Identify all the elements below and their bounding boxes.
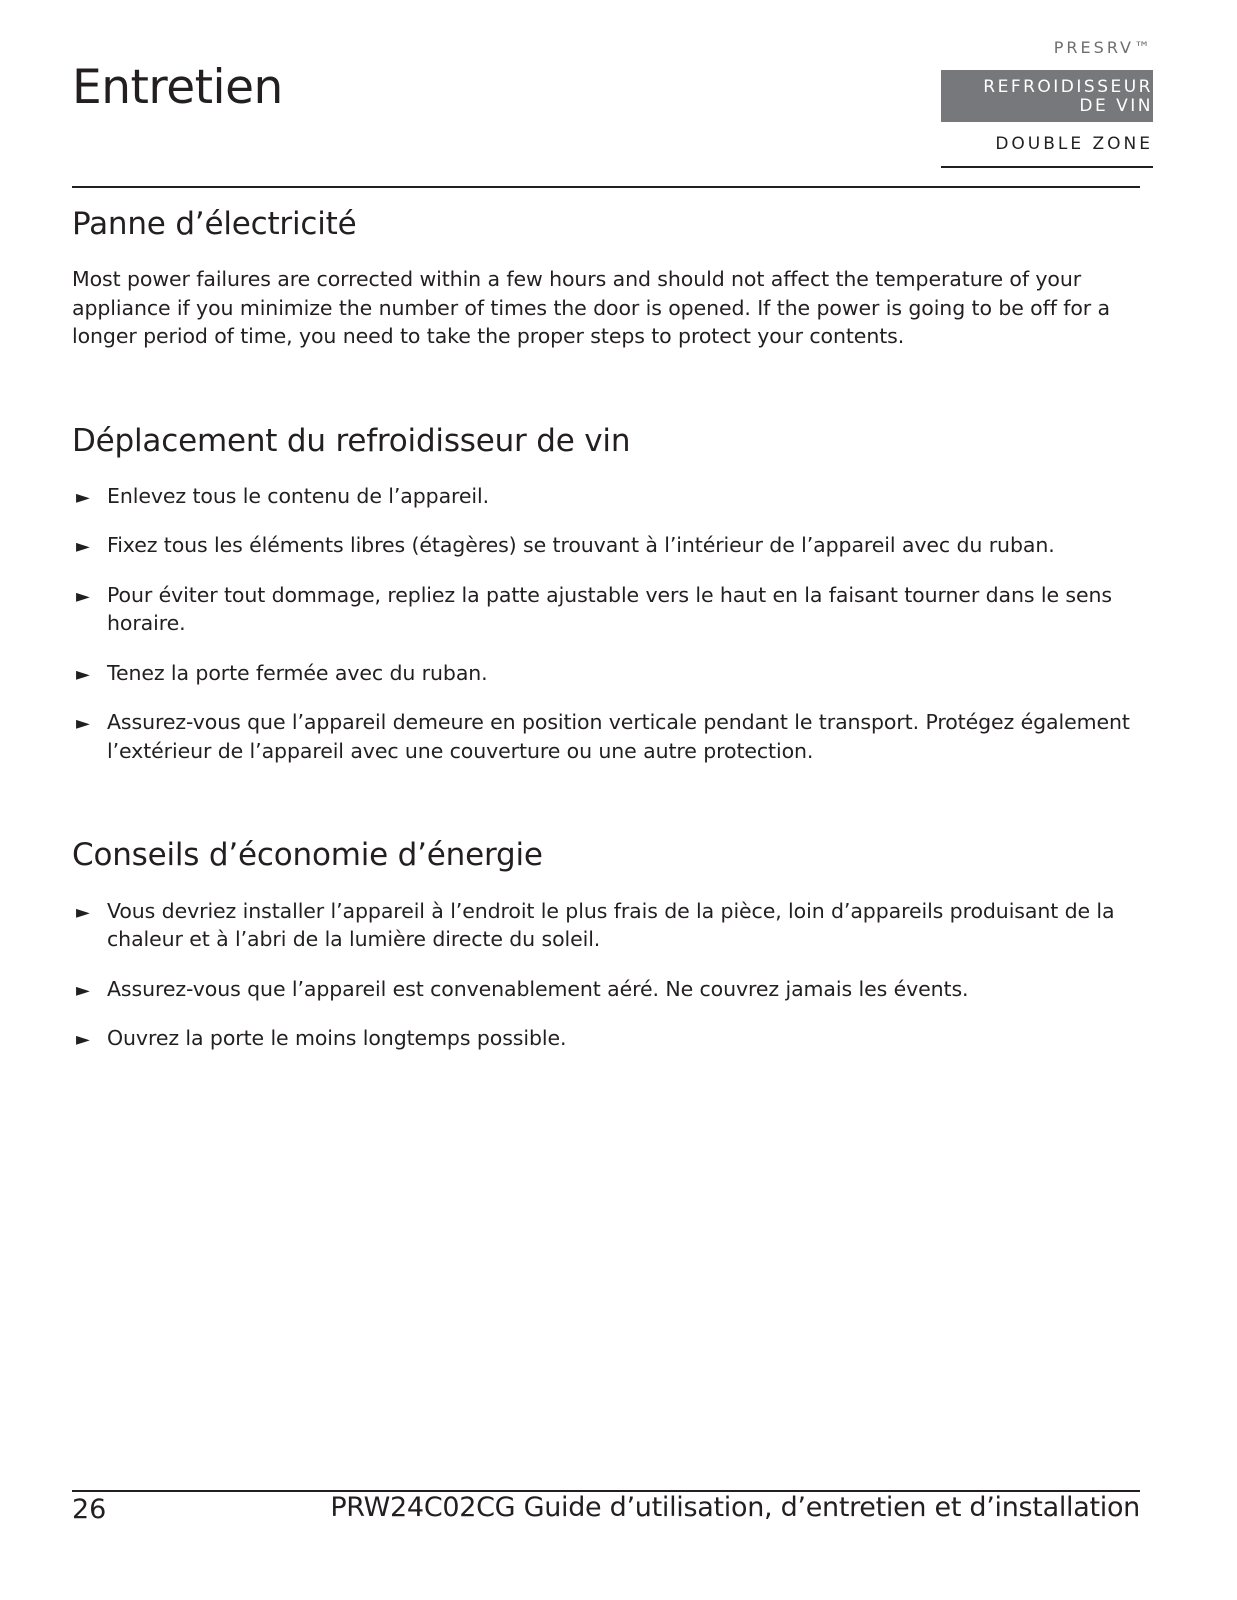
product-identifier bbox=[941, 36, 1153, 168]
list-item-text: Ouvrez la porte le moins longtemps possible. bbox=[107, 1026, 567, 1051]
badge-line-2: DE VIN bbox=[1079, 96, 1153, 116]
triangle-bullet-icon: ► bbox=[76, 536, 90, 558]
triangle-bullet-icon: ► bbox=[76, 1029, 90, 1051]
brand-name: PRESRV™ bbox=[1053, 38, 1153, 57]
section-power-failure bbox=[72, 206, 1140, 351]
main-content bbox=[72, 206, 1140, 1125]
triangle-bullet-icon: ► bbox=[76, 663, 90, 685]
section-energy-saving-tips bbox=[72, 837, 1140, 1052]
product-variant: DOUBLE ZONE bbox=[941, 122, 1153, 168]
product-type-badge bbox=[941, 70, 1153, 122]
section-heading: Conseils d’économie d’énergie bbox=[72, 837, 543, 874]
list-item-text: Assurez-vous que l’appareil est convenablement aéré. Ne couvrez jamais les évents. bbox=[107, 976, 969, 1001]
list-item bbox=[72, 659, 1140, 688]
page-number: 26 bbox=[72, 1494, 107, 1525]
list-item-text: Fixez tous les éléments libres (étagères) se trouvant à l’intérieur de l’appareil avec du ruban. bbox=[107, 533, 1055, 558]
section-heading: Déplacement du refroidisseur de vin bbox=[72, 422, 631, 459]
triangle-bullet-icon: ► bbox=[76, 585, 90, 607]
list-item bbox=[72, 897, 1140, 954]
list-item bbox=[72, 581, 1140, 638]
document-title: PRW24C02CG Guide d’utilisation, d’entretien et d’installation bbox=[330, 1492, 1140, 1523]
section-moving-wine-cooler bbox=[72, 423, 1140, 766]
header-divider bbox=[72, 186, 1140, 188]
list-item-text: Assurez-vous que l’appareil demeure en position verticale pendant le transport. Protégez également l’extérieur de l’appareil avec une couverture ou une autre protection. bbox=[107, 710, 1130, 763]
triangle-bullet-icon: ► bbox=[76, 486, 90, 508]
list-item-text: Enlevez tous le contenu de l’appareil. bbox=[107, 483, 490, 508]
list-item bbox=[72, 1024, 1140, 1053]
bullet-list bbox=[72, 482, 1140, 766]
list-item-text: Tenez la porte fermée avec du ruban. bbox=[107, 660, 488, 685]
triangle-bullet-icon: ► bbox=[76, 713, 90, 735]
section-heading: Panne d’électricité bbox=[72, 206, 357, 242]
list-item bbox=[72, 482, 1140, 511]
list-item bbox=[72, 531, 1140, 560]
triangle-bullet-icon: ► bbox=[76, 979, 90, 1001]
list-item bbox=[72, 975, 1140, 1004]
bullet-list bbox=[72, 897, 1140, 1053]
triangle-bullet-icon: ► bbox=[76, 901, 90, 923]
section-paragraph: Most power failures are corrected within a few hours and should not affect the temperature of your appliance if you minimize the number of times the door is opened. If the power is going to be off for a longer period of time, you need to take the proper steps to protect your contents. bbox=[72, 267, 1111, 349]
list-item-text: Vous devriez installer l’appareil à l’endroit le plus frais de la pièce, loin d’appareils produisant de la chaleur et à l’abri de la lumière directe du soleil. bbox=[107, 898, 1115, 952]
badge-line-1: REFROIDISSEUR bbox=[983, 77, 1153, 97]
list-item bbox=[72, 708, 1140, 765]
list-item-text: Pour éviter tout dommage, repliez la patte ajustable vers le haut en la faisant tourner dans le sens horaire. bbox=[107, 582, 1112, 636]
page-title: Entretien bbox=[72, 60, 283, 115]
